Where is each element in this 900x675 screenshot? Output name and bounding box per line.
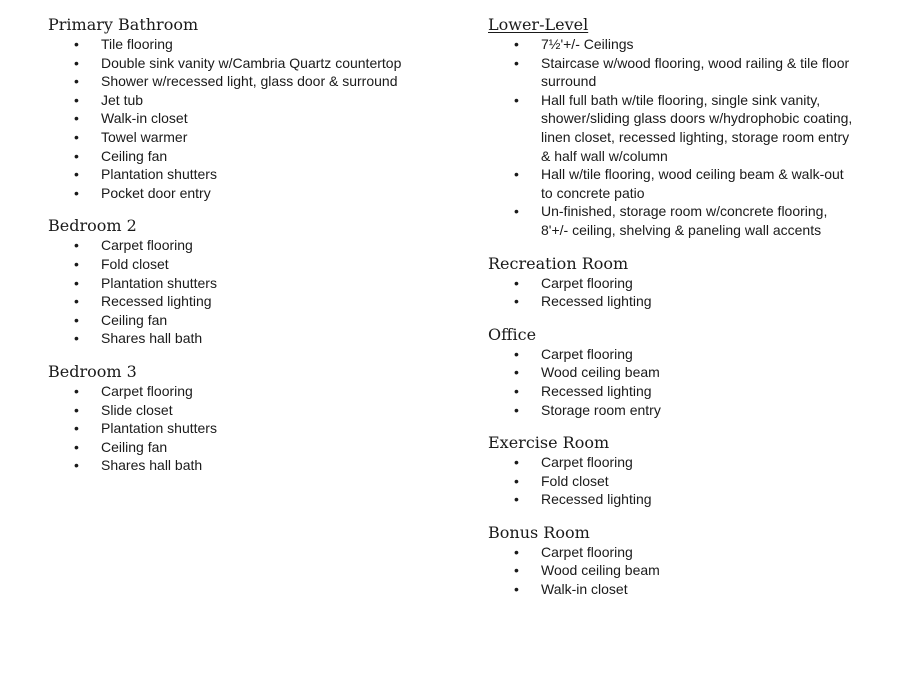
bullet-icon: • [514,293,519,310]
item-text: Wood ceiling beam [541,364,660,381]
bullet-icon: • [74,147,79,164]
feature-list [488,543,883,599]
left-column [48,14,448,488]
item-text: Tile flooring [101,36,173,52]
item-text: Ceiling fan [101,147,168,164]
feature-list [488,274,883,311]
list-item [48,255,448,274]
feature-list [48,236,448,348]
bullet-icon: • [74,420,79,437]
bullet-icon: • [74,36,79,52]
item-text: Carpet flooring [101,237,193,254]
bullet-icon: • [74,382,79,399]
item-text: Carpet flooring [541,543,633,560]
item-text: Hall full bath w/tile flooring, single sink vanity, [541,91,821,108]
list-item [488,292,883,311]
section-bonus-room [488,522,883,599]
list-item [48,109,448,128]
bullet-icon: • [74,438,79,455]
feature-list [48,35,448,202]
list-item [48,147,448,166]
section-bedroom-2 [48,215,448,348]
feature-list [488,345,883,419]
feature-list [488,453,883,509]
item-text: Carpet flooring [541,274,633,291]
list-item [48,91,448,110]
item-text-continued: & half wall w/column [541,147,668,164]
item-text: Plantation shutters [101,274,217,291]
list-item [48,72,448,91]
bullet-icon: • [74,274,79,291]
item-text: Shares hall bath [101,457,203,474]
item-text: Walk-in closet [541,581,628,598]
list-item [48,456,448,475]
list-item [488,401,883,420]
list-item [488,472,883,491]
item-text: Towel warmer [101,128,188,145]
list-item [488,363,883,382]
item-text: Carpet flooring [541,454,633,471]
feature-list [488,35,883,240]
list-item [488,561,883,580]
list-item [488,274,883,293]
bullet-icon: • [514,36,519,52]
item-text: Carpet flooring [541,345,633,362]
item-text: Slide closet [101,401,173,418]
bullet-icon: • [514,543,519,560]
item-text: Carpet flooring [101,382,193,399]
item-text: Pocket door entry [101,184,211,201]
section-bedroom-3 [48,361,448,475]
list-item [48,438,448,457]
section-heading: Bedroom 2 [48,216,137,236]
item-text: Double sink vanity w/Cambria Quartz countertop [101,54,402,71]
item-text: Recessed lighting [101,293,212,310]
list-item [488,202,883,239]
list-item [48,54,448,73]
bullet-icon: • [514,91,519,108]
item-text: Jet tub [101,91,144,108]
section-heading: Bonus Room [488,522,590,542]
list-item [48,401,448,420]
list-item [48,419,448,438]
list-item [48,165,448,184]
bullet-icon: • [514,203,519,220]
item-text: Hall w/tile flooring, wood ceiling beam & walk-out [541,166,844,183]
item-text: Walk-in closet [101,110,188,127]
item-text: Un-finished, storage room w/concrete flooring, [541,203,828,220]
item-text: Wood ceiling beam [541,562,660,579]
item-text: Shares hall bath [101,330,203,347]
section-exercise-room [488,432,883,509]
item-text-continued: 8'+/- ceiling, shelving & paneling wall accents [541,221,822,238]
item-text-continued: to concrete patio [541,184,645,201]
list-item [48,128,448,147]
list-item [48,311,448,330]
item-text-continued: surround [541,73,597,90]
item-text-continued: shower/sliding glass doors w/hydrophobic coating, [541,110,853,127]
bullet-icon: • [74,128,79,145]
bullet-icon: • [514,274,519,291]
list-item [488,35,883,54]
item-text: Recessed lighting [541,382,652,399]
item-text: Plantation shutters [101,420,217,437]
list-item [48,35,448,54]
list-item [488,345,883,364]
bullet-icon: • [74,184,79,201]
bullet-icon: • [74,54,79,71]
item-text: Plantation shutters [101,166,217,183]
list-item [488,580,883,599]
section-office [488,324,883,419]
list-item [488,54,883,91]
bullet-icon: • [74,330,79,347]
section-recreation-room [488,253,883,311]
item-text: Ceiling fan [101,438,168,455]
item-text: Storage room entry [541,401,661,418]
list-item [48,329,448,348]
bullet-icon: • [74,457,79,474]
bullet-icon: • [74,73,79,90]
list-item [488,382,883,401]
list-item [488,543,883,562]
bullet-icon: • [74,110,79,127]
bullet-icon: • [514,345,519,362]
bullet-icon: • [74,91,79,108]
section-heading: Primary Bathroom [48,15,199,34]
item-text: Fold closet [541,472,609,489]
item-text: Recessed lighting [541,491,652,508]
bullet-icon: • [74,166,79,183]
section-lower-level [488,14,883,240]
bullet-icon: • [514,166,519,183]
bullet-icon: • [514,54,519,71]
bullet-icon: • [514,454,519,471]
list-item [48,236,448,255]
bullet-icon: • [74,237,79,254]
item-text: Ceiling fan [101,311,168,328]
bullet-icon: • [514,382,519,399]
list-item [488,91,883,165]
bullet-icon: • [74,255,79,272]
item-text: Fold closet [101,255,169,272]
section-heading: Recreation Room [488,253,629,273]
bullet-icon: • [514,401,519,418]
bullet-icon: • [74,401,79,418]
item-text: Recessed lighting [541,293,652,310]
right-column [488,14,883,612]
section-heading: Exercise Room [488,433,610,453]
bullet-icon: • [514,491,519,508]
section-heading: Office [488,324,537,344]
item-text: 7½'+/- Ceilings [541,36,634,52]
item-text: Shower w/recessed light, glass door & surround [101,73,398,90]
list-item [48,292,448,311]
list-item [488,490,883,509]
section-heading: Bedroom 3 [48,361,137,381]
bullet-icon: • [514,562,519,579]
bullet-icon: • [514,581,519,598]
section-primary-bathroom [48,14,448,202]
feature-list [48,382,448,475]
item-text: Staircase w/wood flooring, wood railing & tile floor [541,54,850,71]
item-text-continued: linen closet, recessed lighting, storage room entry [541,128,850,145]
bullet-icon: • [514,472,519,489]
list-item [488,165,883,202]
list-item [48,184,448,203]
list-item [48,382,448,401]
bullet-icon: • [74,311,79,328]
bullet-icon: • [514,364,519,381]
section-heading: Lower-Level [488,15,589,34]
list-item [48,274,448,293]
list-item [488,453,883,472]
bullet-icon: • [74,293,79,310]
